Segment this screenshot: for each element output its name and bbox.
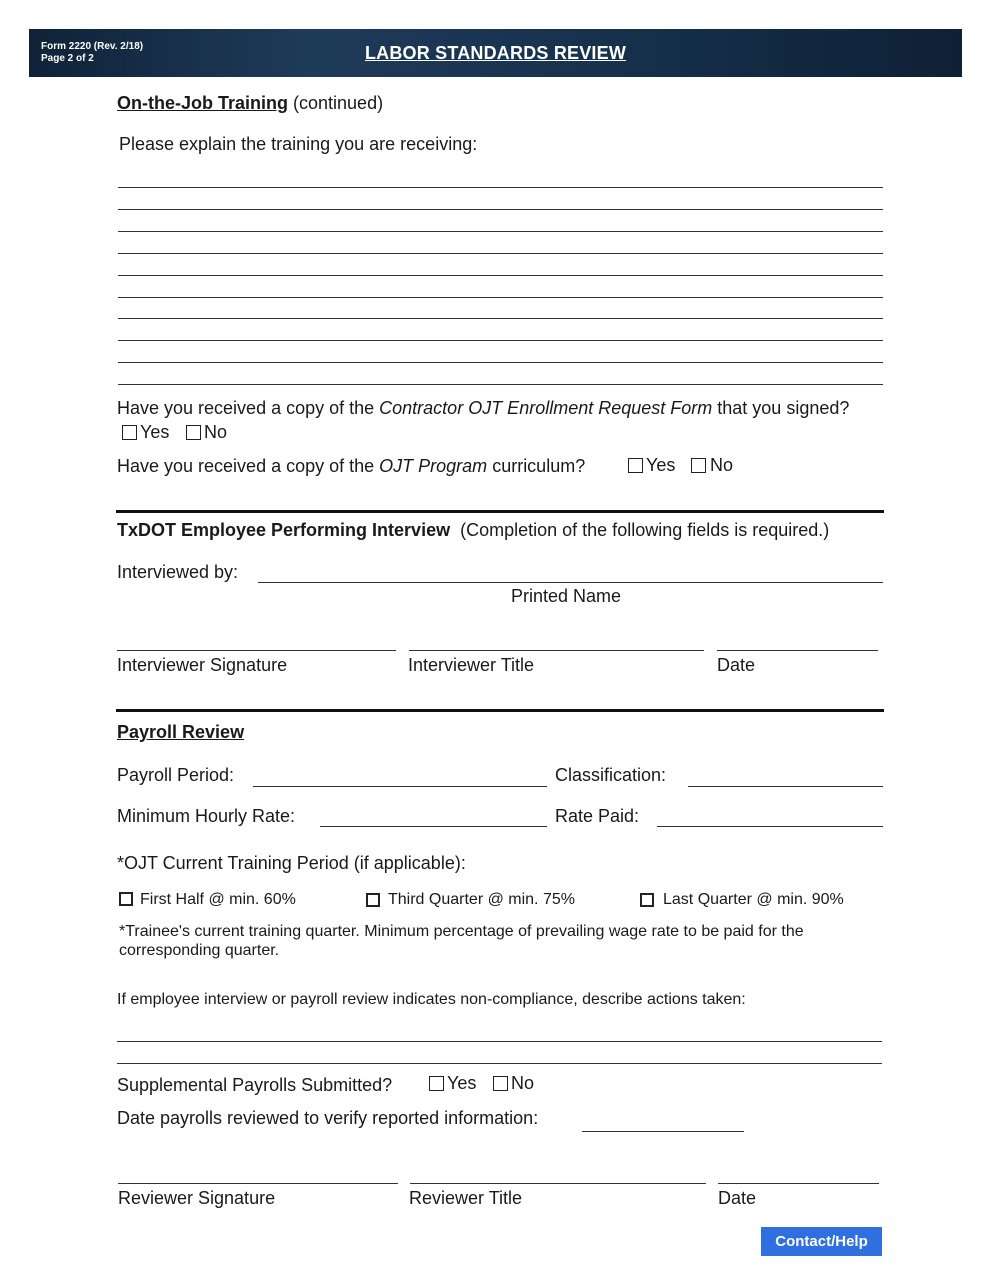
third-quarter-checkbox[interactable] bbox=[366, 893, 380, 907]
reviewer-signature-label: Reviewer Signature bbox=[118, 1188, 276, 1208]
noncompliance-prompt: If employee interview or payroll review indicates non-compliance, describe actions taken: bbox=[117, 991, 746, 1008]
section-divider bbox=[116, 510, 884, 513]
reviewer-date-field[interactable] bbox=[718, 1183, 879, 1184]
supplemental-no-label: No bbox=[511, 1073, 535, 1093]
interview-date-field[interactable] bbox=[717, 650, 878, 651]
min-rate-label: Minimum Hourly Rate: bbox=[117, 806, 296, 826]
training-line[interactable] bbox=[118, 318, 883, 319]
date-reviewed-field[interactable] bbox=[582, 1131, 744, 1132]
curriculum-yes-checkbox[interactable] bbox=[628, 458, 643, 473]
interview-date-label: Date bbox=[717, 655, 756, 675]
enrollment-yes-label: Yes bbox=[140, 422, 170, 442]
training-line[interactable] bbox=[118, 253, 883, 254]
printed-name-label: Printed Name bbox=[511, 586, 622, 606]
classification-field[interactable] bbox=[688, 786, 883, 787]
rate-paid-field[interactable] bbox=[657, 826, 883, 827]
min-rate-field[interactable] bbox=[320, 826, 547, 827]
curriculum-no-label: No bbox=[710, 455, 734, 475]
training-line[interactable] bbox=[118, 209, 883, 210]
contact-help-button[interactable]: Contact/Help bbox=[761, 1227, 882, 1256]
reviewer-signature-field[interactable] bbox=[118, 1183, 398, 1184]
last-quarter-checkbox[interactable] bbox=[640, 893, 654, 907]
ojt-heading: On-the-Job Training (continued) bbox=[117, 93, 384, 113]
reviewer-date-label: Date bbox=[718, 1188, 757, 1208]
footnote-line-1: *Trainee's current training quarter. Minimum percentage of prevailing wage rate to be paid for the bbox=[119, 923, 804, 940]
form-number: Form 2220 (Rev. 2/18) Page 2 of 2 bbox=[41, 41, 144, 64]
training-line[interactable] bbox=[118, 384, 883, 385]
payroll-period-field[interactable] bbox=[253, 786, 547, 787]
section-divider bbox=[116, 709, 884, 712]
enrollment-no-label: No bbox=[204, 422, 228, 442]
training-line[interactable] bbox=[118, 231, 883, 232]
first-half-checkbox[interactable] bbox=[119, 892, 133, 906]
interviewer-title-label: Interviewer Title bbox=[408, 655, 535, 675]
training-period-label: *OJT Current Training Period (if applicable): bbox=[117, 853, 466, 873]
form-title: LABOR STANDARDS REVIEW bbox=[364, 43, 627, 63]
interviewer-name-field[interactable] bbox=[258, 582, 883, 583]
reviewer-title-field[interactable] bbox=[410, 1183, 706, 1184]
curriculum-no-checkbox[interactable] bbox=[691, 458, 706, 473]
payroll-period-label: Payroll Period: bbox=[117, 765, 235, 785]
noncompliance-line[interactable] bbox=[117, 1041, 882, 1042]
last-quarter-label: Last Quarter @ min. 90% bbox=[663, 891, 844, 908]
supplemental-yes-checkbox[interactable] bbox=[429, 1076, 444, 1091]
footnote-line-2: corresponding quarter. bbox=[119, 942, 280, 959]
first-half-label: First Half @ min. 60% bbox=[140, 891, 296, 908]
training-line[interactable] bbox=[118, 340, 883, 341]
training-line[interactable] bbox=[118, 275, 883, 276]
third-quarter-label: Third Quarter @ min. 75% bbox=[388, 891, 575, 908]
form-header bbox=[29, 29, 962, 77]
enrollment-no-checkbox[interactable] bbox=[186, 425, 201, 440]
rate-paid-label: Rate Paid: bbox=[555, 806, 640, 826]
curriculum-question: Have you received a copy of the OJT Program curriculum? bbox=[117, 456, 586, 476]
explain-prompt: Please explain the training you are receiving: bbox=[119, 134, 478, 154]
supplemental-no-checkbox[interactable] bbox=[493, 1076, 508, 1091]
payroll-heading: Payroll Review bbox=[117, 722, 245, 742]
enrollment-form-question: Have you received a copy of the Contractor OJT Enrollment Request Form that you signed? bbox=[117, 398, 850, 418]
interviewer-signature-field[interactable] bbox=[117, 650, 396, 651]
classification-label: Classification: bbox=[555, 765, 667, 785]
enrollment-yes-checkbox[interactable] bbox=[122, 425, 137, 440]
interviewed-by-label: Interviewed by: bbox=[117, 562, 239, 582]
date-reviewed-label: Date payrolls reviewed to verify reported information: bbox=[117, 1108, 539, 1128]
reviewer-title-label: Reviewer Title bbox=[409, 1188, 523, 1208]
supplemental-yes-label: Yes bbox=[447, 1073, 477, 1093]
interviewer-title-field[interactable] bbox=[409, 650, 704, 651]
interviewer-signature-label: Interviewer Signature bbox=[117, 655, 288, 675]
page-number: Page 2 of 2 bbox=[41, 53, 94, 64]
interview-heading: TxDOT Employee Performing Interview (Completion of the following fields is required.) bbox=[117, 520, 830, 540]
training-line[interactable] bbox=[118, 297, 883, 298]
training-line[interactable] bbox=[118, 362, 883, 363]
curriculum-yes-label: Yes bbox=[646, 455, 676, 475]
noncompliance-line[interactable] bbox=[117, 1063, 882, 1064]
training-line[interactable] bbox=[118, 187, 883, 188]
supplemental-question: Supplemental Payrolls Submitted? bbox=[117, 1075, 393, 1095]
